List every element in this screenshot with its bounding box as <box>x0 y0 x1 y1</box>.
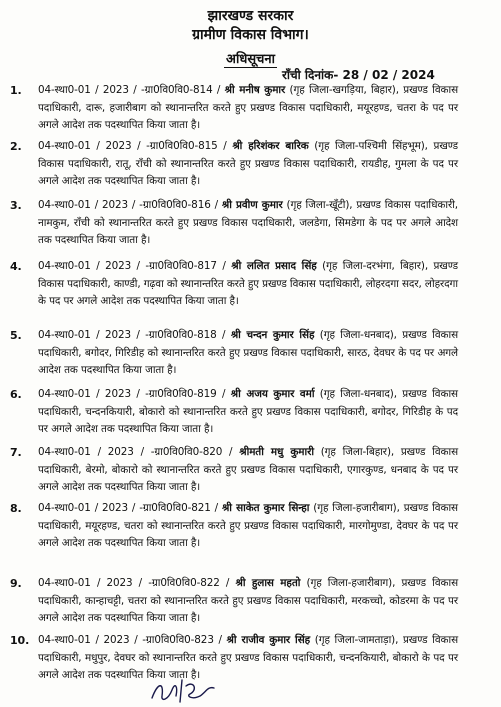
date-line: राँची दिनांक- 28 / 02 / 2024 <box>282 68 435 82</box>
officer-name: श्री साकेत कुमार सिन्हा <box>221 502 310 514</box>
order-number: 8. <box>10 502 22 515</box>
order-text: (गृह जिला-हजारीबाग), प्रखण्ड विकास पदाधिकारी, मयूरहण्ड, चतरा को स्थानान्तरित करते हुए प्रखण्ड विकास पदाधिकारी, मारगोमुण्डा, देवघर के पद पर अगले आदेश तक पदस्थापित किया जाता है। <box>38 502 458 549</box>
order-number: 9. <box>10 577 22 590</box>
order-item-3 <box>10 197 459 250</box>
order-item-2 <box>10 138 459 191</box>
officer-name: श्री ललित प्रसाद सिंह <box>231 260 317 272</box>
order-item-4 <box>10 258 459 311</box>
order-number: 7. <box>10 446 22 459</box>
order-text: (गृह जिला-दरभंगा, बिहार), प्रखण्ड विकास पदाधिकारी, काण्डी, गढ़वा को स्थानान्तरित करते हुए प्रखण्ड विकास पदाधिकारी, लोहरदगा सदर, लोहरदगा के पद पर अगले आदेश तक पदस्थापित किया जाता है। <box>38 260 459 307</box>
order-reference: 04-स्था0-01 / 2023 / -ग्रा0वि0वि0-820 / <box>38 446 233 458</box>
order-reference: 04-स्था0-01 / 2023 / -ग्रा0वि0वि0-815 / <box>38 140 227 152</box>
officer-name: श्री अजय कुमार वर्मा <box>230 388 315 400</box>
order-text: (गृह जिला-धनबाद), प्रखण्ड विकास पदाधिकारी, चन्दनकियारी, बोकारो को स्थानान्तरित करते हुए प्रखण्ड विकास पदाधिकारी, बगोदर, गिरिडीह के पद पर अगले आदेश तक पदस्थापित किया जाता है। <box>38 388 458 435</box>
order-reference: 04-स्था0-01 / 2023 / -ग्रा0वि0वि0-817 / <box>38 260 226 272</box>
handwritten-signature <box>148 672 218 706</box>
department-title: ग्रामीण विकास विभाग। <box>192 27 309 43</box>
order-text: (गृह जिला-हजारीबाग), प्रखण्ड विकास पदाधिकारी, कान्हाचट्टी, चतरा को स्थानान्तरित करते हुए प्रखण्ड विकास पदाधिकारी, मरकच्चो, कोडरमा के पद पर अगले आदेश तक पदस्थापित किया जाता है। <box>38 577 458 624</box>
order-text: (गृह जिला-बिहार), प्रखण्ड विकास पदाधिकारी, बेरमो, बोकारो को स्थानान्तरित करते हुए प्रखण्ड विकास पदाधिकारी, एगारकुण्ड, धनबाद के पद पर अगले आदेश तक पदस्थापित किया जाता है। <box>38 446 459 493</box>
order-number: 1. <box>10 84 22 97</box>
officer-name: श्रीमती मधु कुमारी <box>239 446 314 458</box>
order-text: (गृह जिला-खूँटी), प्रखण्ड विकास पदाधिकारी, नामकुम, राँची को स्थानान्तरित करते हुए प्रखण्ड विकास पदाधिकारी, जलडेगा, सिमडेगा के पद पर अगले आदेश तक पदस्थापित किया जाता है। <box>38 199 459 246</box>
order-number: 4. <box>10 260 22 273</box>
order-text: (गृह जिला-धनबाद), प्रखण्ड विकास पदाधिकारी, बगोदर, गिरिडीह को स्थानान्तरित करते हुए प्रखण्ड विकास पदाधिकारी, सारठ, देवघर के पद पर अगले आदेश तक पदस्थापित किया जाता है। <box>38 329 458 376</box>
officer-name: श्री राजीव कुमार सिंह <box>226 634 311 646</box>
officer-name: श्री मनीष कुमार <box>224 84 286 96</box>
order-item-6 <box>10 386 458 439</box>
officer-name: श्री हरिशंकर बारिक <box>232 140 309 152</box>
order-number: 10. <box>10 634 30 647</box>
order-number: 3. <box>10 199 22 212</box>
order-item-10 <box>10 632 459 685</box>
order-reference: 04-स्था0-01 / 2023 / -ग्रा0वि0वि0-823 / <box>38 634 222 646</box>
order-item-1 <box>10 82 458 135</box>
order-number: 2. <box>10 140 22 153</box>
order-text: (गृह जिला-पश्चिमी सिंहभूम), प्रखण्ड विकास पदाधिकारी, रातू, राँची को स्थानान्तरित करते हुए प्रखण्ड विकास पदाधिकारी, रायडीह, गुमला के पद पर अगले आदेश तक पदस्थापित किया जाता है। <box>38 140 459 187</box>
order-item-8 <box>10 500 458 553</box>
officer-name: श्री प्रवीण कुमार <box>221 199 283 211</box>
order-text: (गृह जिला-खगड़िया, बिहार), प्रखण्ड विकास पदाधिकारी, दारू, हजारीबाग को स्थानान्तरित करते हुए प्रखण्ड विकास पदाधिकारी, मयूरहण्ड, चतरा के पद पर अगले आदेश तक पदस्थापित किया जाता है। <box>38 84 458 131</box>
officer-name: श्री हुलास महतो <box>235 577 301 589</box>
order-item-7 <box>10 444 459 497</box>
order-number: 5. <box>10 329 22 342</box>
order-number: 6. <box>10 388 22 401</box>
notice-heading: अधिसूचना <box>226 52 275 67</box>
order-reference: 04-स्था0-01 / 2023 / -ग्रा0वि0वि0-819 / <box>38 388 226 400</box>
order-reference: 04-स्था0-01 / 2023 / -ग्रा0वि0वि0-814 / <box>38 84 221 96</box>
order-reference: 04-स्था0-01 / 2023 / -ग्रा0वि0वि0-818 / <box>38 329 226 341</box>
order-reference: 04-स्था0-01 / 2023 / -ग्रा0वि0वि0-816 / <box>38 199 218 211</box>
order-item-5 <box>10 327 458 380</box>
order-reference: 04-स्था0-01 / 2023 / -ग्रा0वि0वि0-821 / <box>38 502 219 514</box>
order-reference: 04-स्था0-01 / 2023 / -ग्रा0वि0वि0-822 / <box>38 577 230 589</box>
government-title: झारखण्ड सरकार <box>207 8 294 24</box>
officer-name: श्री चन्दन कुमार सिंह <box>230 329 315 341</box>
order-text: (गृह जिला-जामताड़ा), प्रखण्ड विकास पदाधिकारी, मधुपुर, देवघर को स्थानान्तरित करते हुए प्रखण्ड विकास पदाधिकारी, चन्दनकियारी, बोकारो के पद पर अगले आदेश तक पदस्थापित किया जाता है। <box>38 634 459 681</box>
order-item-9 <box>10 575 458 628</box>
